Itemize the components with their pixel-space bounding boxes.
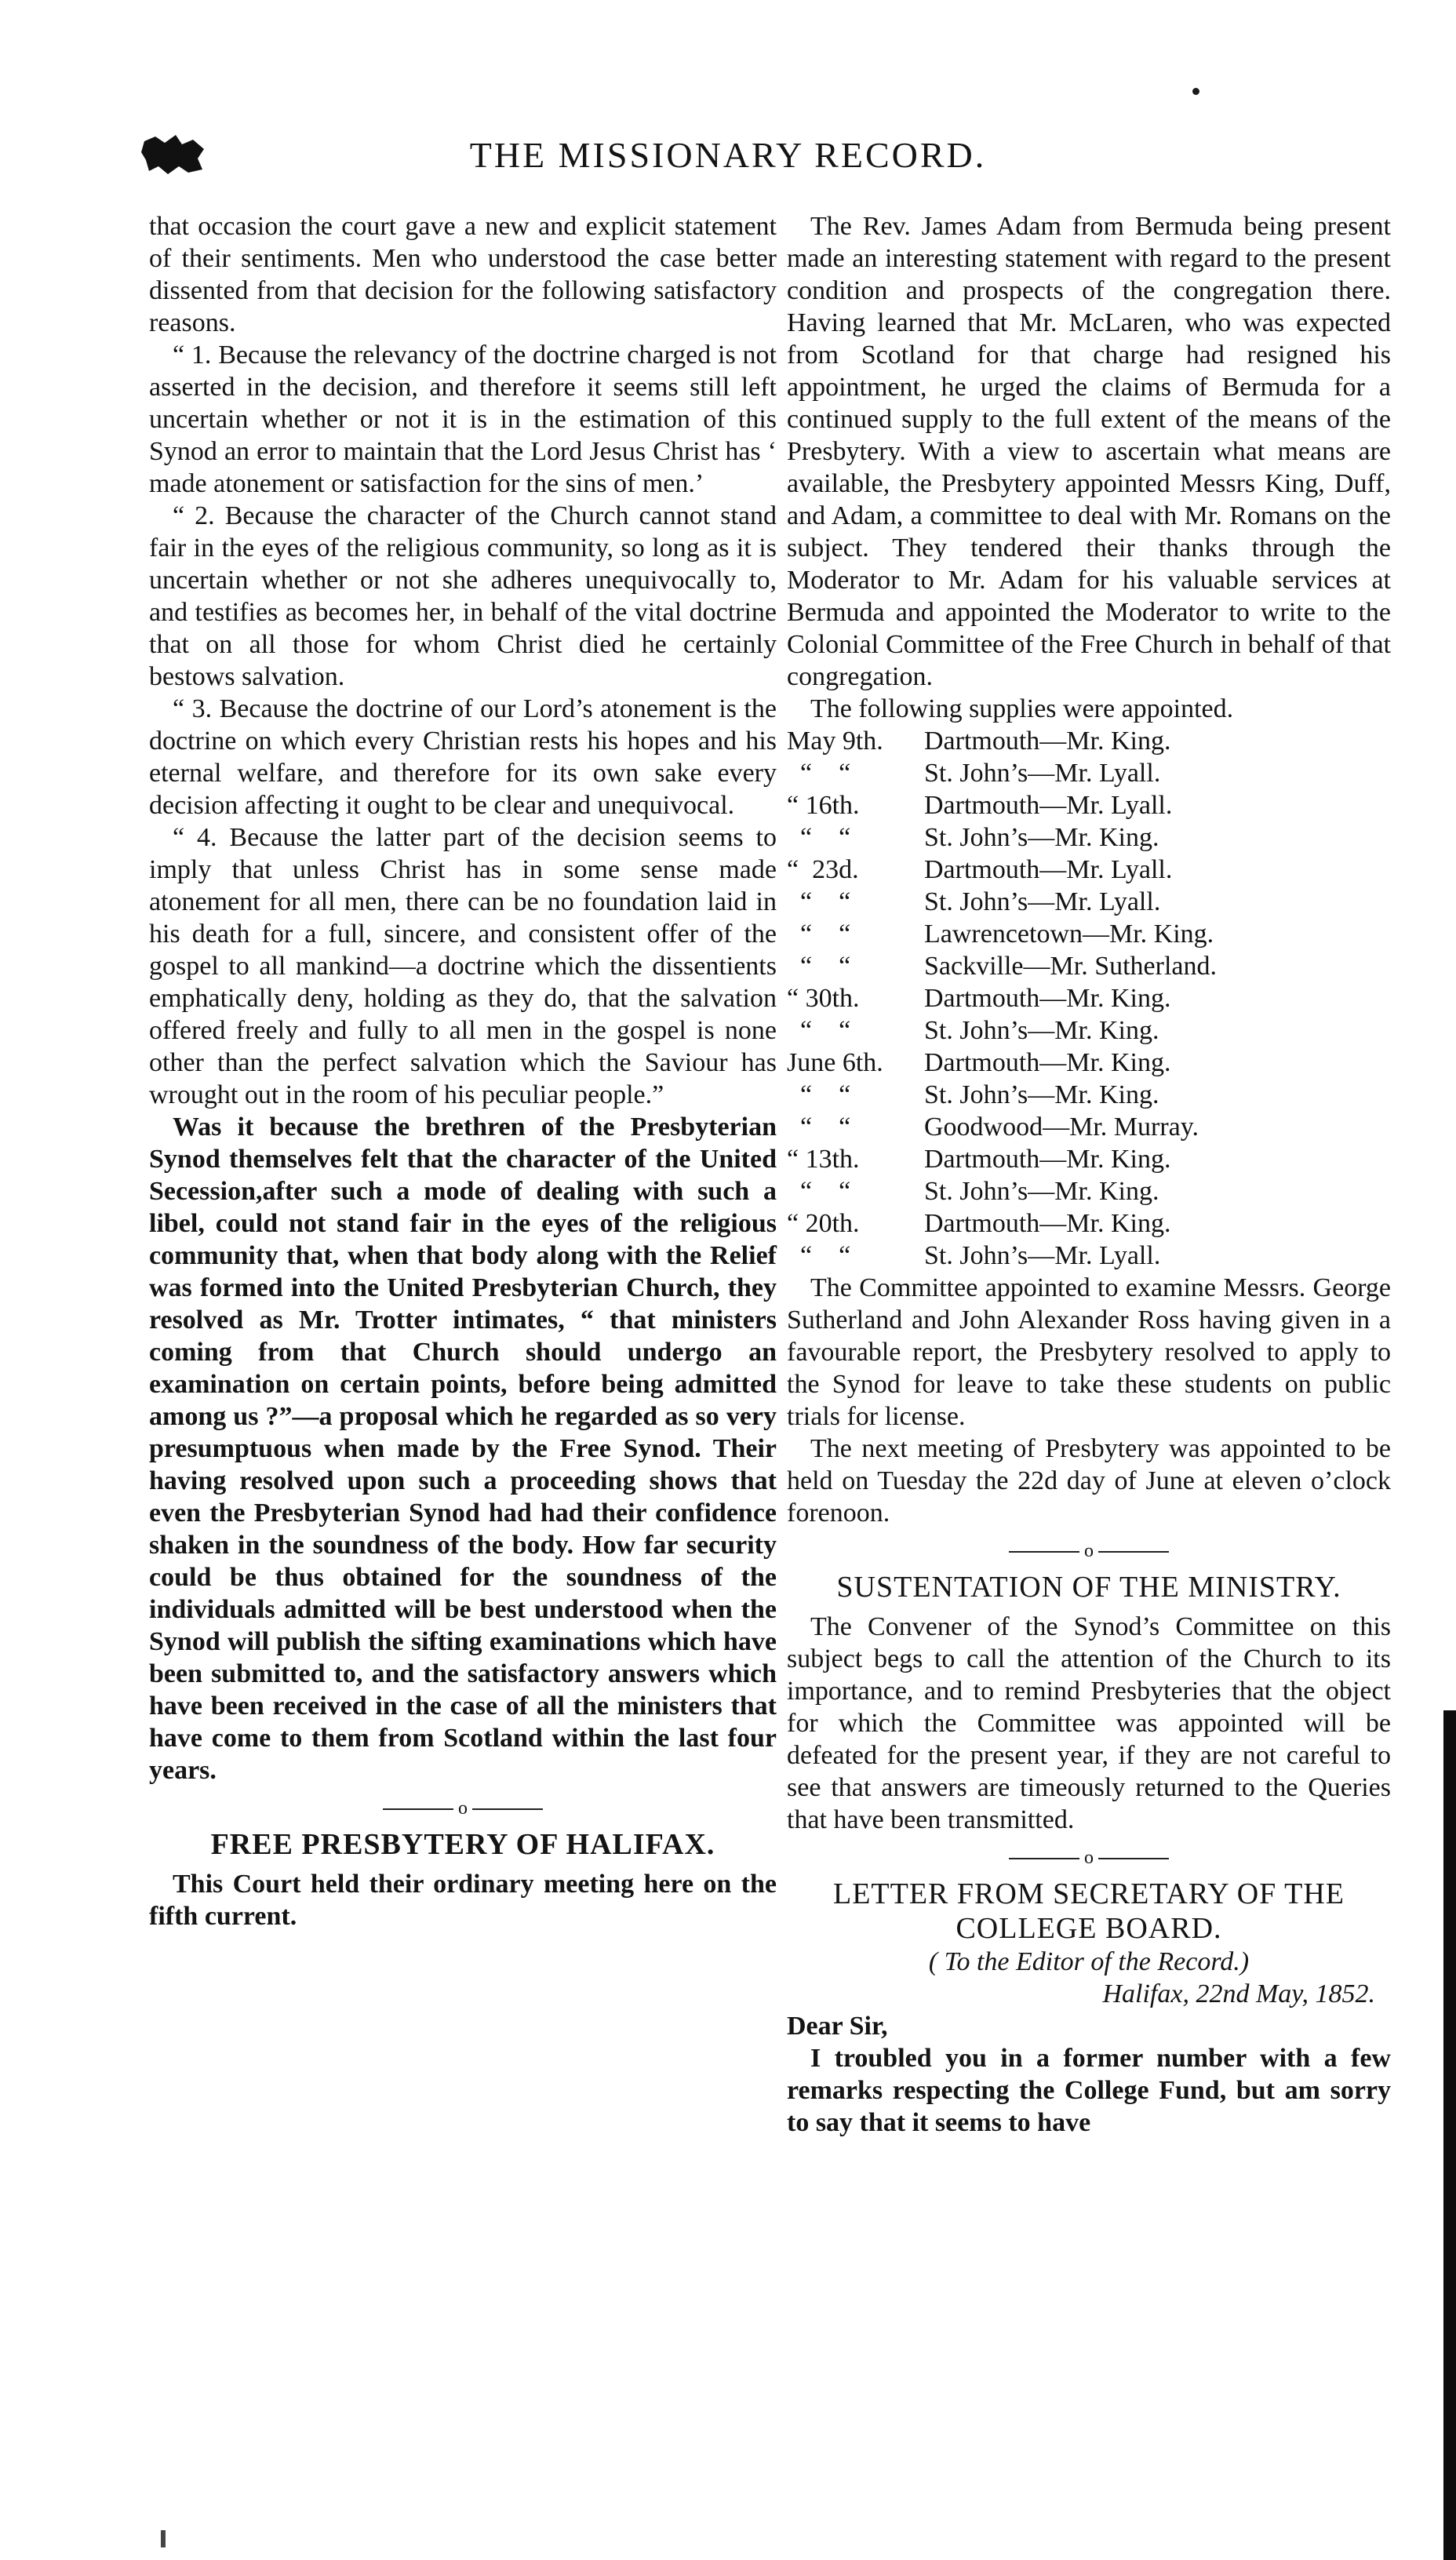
section-heading-sustentation: SUSTENTATION OF THE MINISTRY.	[836, 1571, 1341, 1604]
supply-row	[787, 725, 1391, 757]
section-divider: o	[149, 1796, 777, 1821]
supply-entry: St. John’s—Mr. Lyall.	[924, 759, 1161, 788]
supply-entry: Dartmouth—Mr. King.	[924, 726, 1171, 756]
margin-mark	[161, 2530, 166, 2547]
letter-salutation: Dear Sir,	[787, 2012, 888, 2041]
supply-row	[787, 918, 1391, 950]
reason-2: “ 2. Because the character of the Church cannot stand fair in the eyes of the religious community, so long as it is uncertain whether or not she adheres unequivocally to, and testifies as becomes her, in behalf of the vital doctrine that on all those for whom Christ died he certainly bestows salvation.	[149, 501, 777, 691]
supply-date: “ 30th.	[787, 984, 860, 1013]
supply-date: “ “	[787, 887, 851, 916]
supply-date: “ 13th.	[787, 1145, 860, 1174]
supply-entry: Dartmouth—Mr. King.	[924, 984, 1171, 1013]
page-header: THE MISSIONARY RECORD.	[469, 135, 987, 175]
supply-date: “ “	[787, 759, 851, 788]
supply-date: “ “	[787, 1241, 851, 1270]
supply-entry: Goodwood—Mr. Murray.	[924, 1112, 1199, 1142]
right-paragraph-committee: The Committee appointed to examine Messrs. George Sutherland and John Alexander Ross having given in a favourable report, the Presbytery resolved to apply to the Synod for leave to take these students on public trials for license.	[787, 1273, 1391, 1431]
supply-entry: St. John’s—Mr. Lyall.	[924, 887, 1161, 916]
section-divider: o	[787, 1539, 1391, 1564]
supply-row	[787, 757, 1391, 789]
supply-entry: St. John’s—Mr. King.	[924, 823, 1159, 852]
supply-entry: Dartmouth—Mr. Lyall.	[924, 791, 1173, 820]
supplies-intro: The following supplies were appointed.	[810, 694, 1234, 723]
reason-1: “ 1. Because the relevancy of the doctrine charged is not asserted in the decision, and therefore it seems still left uncertain whether or not it is in the estimation of this Synod an error to maintain that the Lord Jesus Christ has ‘ made atonement or satisfaction for the sins of men.’	[149, 340, 777, 498]
supply-date: June 6th.	[787, 1048, 883, 1077]
supply-row	[787, 1207, 1391, 1240]
supply-row	[787, 1014, 1391, 1047]
supply-date: “ 23d.	[787, 855, 859, 884]
supply-entry: Lawrencetown—Mr. King.	[924, 919, 1214, 949]
section-heading-letter: LETTER FROM SECRETARY OF THE COLLEGE BOARD.	[832, 1877, 1345, 1945]
supply-date: “ “	[787, 1080, 851, 1109]
supply-entry: Dartmouth—Mr. King.	[924, 1209, 1171, 1238]
left-paragraph-court: This Court held their ordinary meeting here on the fifth current.	[149, 1870, 777, 1931]
supply-row	[787, 1175, 1391, 1207]
supply-row	[787, 1240, 1391, 1272]
right-paragraph-next-meeting: The next meeting of Presbytery was appointed to be held on Tuesday the 22d day of June at eleven o’clock forenoon.	[787, 1434, 1391, 1528]
supply-row	[787, 821, 1391, 854]
supply-row	[787, 1143, 1391, 1175]
reason-4: “ 4. Because the latter part of the decision seems to imply that unless Christ has in some sense made atonement for all men, there can be no foundation laid in his death for a full, sincere, and consistent offer of the gospel to all mankind—a doctrine which the dissentients emphatically deny, holding as they do, that the salvation offered freely and fully to all men in the gospel is none other than the perfect salvation which the Saviour has wrought out in the room of his peculiar people.”	[149, 823, 777, 1109]
supply-date: “ 20th.	[787, 1209, 860, 1238]
supply-entry: St. John’s—Mr. King.	[924, 1080, 1159, 1109]
letter-subheading: ( To the Editor of the Record.)	[928, 1947, 1250, 1976]
supplies-list	[787, 725, 1391, 1272]
supply-entry: Dartmouth—Mr. Lyall.	[924, 855, 1173, 884]
supply-entry: Dartmouth—Mr. King.	[924, 1145, 1171, 1174]
supply-date: “ “	[787, 823, 851, 852]
supply-date: “ “	[787, 1112, 851, 1142]
supply-row	[787, 950, 1391, 982]
supply-entry: St. John’s—Mr. King.	[924, 1016, 1159, 1045]
supply-entry: Sackville—Mr. Sutherland.	[924, 952, 1218, 981]
right-paragraph-bermuda: The Rev. James Adam from Bermuda being present made an interesting statement with regard to the present condition and prospects of the congregation there. Having learned that Mr. McLaren, who was expected from Scotland for that charge had resigned his appointment, he urged the claims of Bermuda for a continued supply to the full extent of the means of the Presbytery. With a view to ascertain what means are available, the Presbytery appointed Messrs King, Duff, and Adam, a committee to deal with Mr. Romans on the subject. They tendered their thanks through the Moderator to Mr. Adam for his valuable services at Bermuda and appointed the Moderator to write to the Colonial Committee of the Free Church in behalf of that congregation.	[787, 212, 1391, 691]
supply-row	[787, 854, 1391, 886]
left-paragraph-1: that occasion the court gave a new and explicit statement of their sentiments. Men who understood the case better dissented from that decision for the following satisfactory reasons.	[149, 212, 777, 337]
ink-speck	[1192, 88, 1199, 95]
section-heading-free-presbytery: FREE PRESBYTERY OF HALIFAX.	[210, 1828, 715, 1861]
supply-entry: Dartmouth—Mr. King.	[924, 1048, 1171, 1077]
supply-date: “ “	[787, 1016, 851, 1045]
supply-date: “ 16th.	[787, 791, 860, 820]
right-paragraph-sustentation: The Convener of the Synod’s Committee on this subject begs to call the attention of the Church to its importance, and to remind Presbyteries that the object for which the Committee was appointed will be defeated for the present year, if they are not careful to see that answers are timeously returned to the Queries that have been transmitted.	[787, 1612, 1391, 1834]
section-divider: o	[787, 1845, 1391, 1870]
left-paragraph-argument: Was it because the brethren of the Presbyterian Synod themselves felt that the character of the United Secession,after such a mode of dealing with such a libel, could not stand fair in the eyes of the religious community that, when that body along with the Relief was formed into the United Presbyterian Church, they resolved as Mr. Trotter intimates, “ that ministers coming from that Church should undergo an examination on certain points, before being admitted among us ?”—a proposal which he regarded as so very presumptuous when made by the Free Synod. Their having resolved upon such a proceeding shows that even the Presbyterian Synod had had their confidence shaken in the soundness of the body. How far security could be thus obtained for the soundness of the individuals admitted will be best understood when the Synod will publish the sifting examinations which have been submitted to, and the satisfactory answers which have been received in the case of all the ministers that have come to them from Scotland within the last four years.	[149, 1112, 777, 1785]
supply-entry: St. John’s—Mr. Lyall.	[924, 1241, 1161, 1270]
supply-row	[787, 1079, 1391, 1111]
supply-date: “ “	[787, 952, 851, 981]
supply-entry: St. John’s—Mr. King.	[924, 1177, 1159, 1206]
left-column	[149, 210, 777, 1932]
page-edge-shadow	[1443, 1710, 1456, 2560]
supply-row	[787, 886, 1391, 918]
supply-row	[787, 1111, 1391, 1143]
reason-3: “ 3. Because the doctrine of our Lord’s atonement is the doctrine on which every Christian rests his hopes and his eternal welfare, and therefore for its own sake every decision affecting it ought to be clear and unequivocal.	[149, 694, 777, 820]
supply-date: “ “	[787, 919, 851, 949]
supply-date: “ “	[787, 1177, 851, 1206]
supply-date: May 9th.	[787, 726, 883, 756]
letter-dateline: Halifax, 22nd May, 1852.	[1102, 1979, 1375, 2008]
supply-row	[787, 789, 1391, 821]
letter-body: I troubled you in a former number with a few remarks respecting the College Fund, but am sorry to say that it seems to have	[787, 2044, 1391, 2137]
supply-row	[787, 1047, 1391, 1079]
right-column	[787, 210, 1391, 2139]
supply-row	[787, 982, 1391, 1014]
